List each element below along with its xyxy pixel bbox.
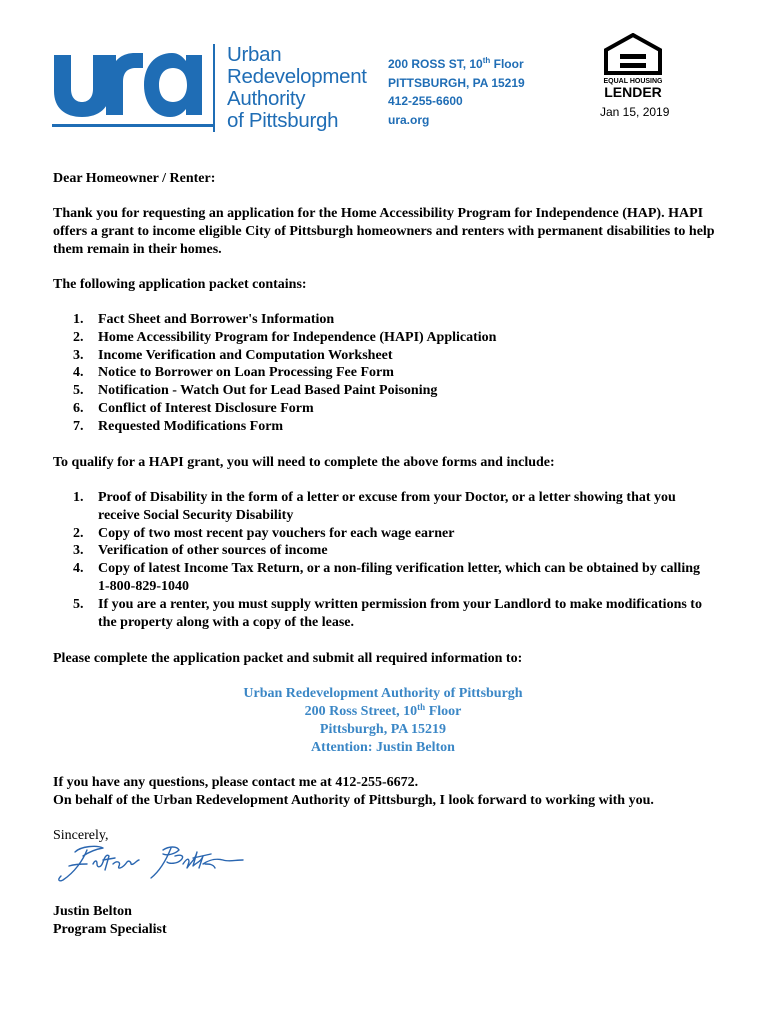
signer-name: Justin Belton (53, 904, 132, 919)
qualify-list (53, 489, 713, 631)
equal-housing-lender-icon (600, 33, 666, 101)
mailing-city: Pittsburgh, PA 15219 (319, 722, 447, 737)
mailing-floor: Floor (425, 704, 462, 719)
list-item: 4. Copy of latest Income Tax Return, or a non-filing verification letter, which can be obtained by calling 1-800-829-1040 (73, 561, 700, 594)
ehl-line1: EQUAL HOUSING (603, 78, 663, 85)
mailing-attention: Attention: Justin Belton (311, 740, 455, 755)
mailing-sup: th (417, 702, 426, 712)
packet-list (53, 311, 723, 436)
address-phone: 412-255-6600 (388, 94, 463, 108)
address-city: PITTSBURGH, PA 15219 (388, 75, 525, 90)
list-item: 2. Copy of two most recent pay vouchers for each wage earner (73, 525, 455, 541)
mailing-org: Urban Redevelopment Authority of Pittsburgh (243, 686, 523, 701)
signature-icon (53, 842, 248, 886)
address-web: ura.org (388, 112, 430, 127)
list-item: 6. Conflict of Interest Disclosure Form (73, 400, 314, 416)
sign-off: Sincerely, (53, 828, 109, 843)
list-item: 3. Income Verification and Computation Worksheet (73, 347, 393, 363)
header-address (388, 55, 568, 129)
list-item: 5. If you are a renter, you must supply written permission from your Landlord to make modifications to the property along with a copy of the lease. (73, 596, 702, 630)
list-item: 7. Requested Modifications Form (73, 418, 284, 434)
closing-line: On behalf of the Urban Redevelopment Authority of Pittsburgh, I look forward to working with you. (53, 793, 654, 808)
questions-line: If you have any questions, please contact me at 412-255-6672. (53, 775, 419, 790)
logo-line: Urban (227, 43, 282, 66)
list-item: 3. Verification of other sources of income (73, 543, 328, 559)
qualify-heading: To qualify for a HAPI grant, you will need to complete the above forms and include: (53, 455, 555, 470)
list-item: 4. Notice to Borrower on Loan Processing Fee Form (73, 365, 394, 381)
list-item: 1. Proof of Disability in the form of a letter or excuse from your Doctor, or a letter showing that you receive Social Security Disability (73, 490, 676, 523)
list-item: 5. Notification - Watch Out for Lead Based Paint Poisoning (73, 383, 438, 399)
list-item: 1. Fact Sheet and Borrower's Information (73, 312, 335, 327)
list-item: 2. Home Accessibility Program for Independence (HAPI) Application (73, 329, 497, 345)
logo-line: Redevelopment (227, 65, 367, 88)
ura-logo-icon (52, 41, 214, 131)
address-street: 200 ROSS ST, 10 (388, 57, 483, 71)
address-sup: th (482, 56, 491, 65)
packet-heading: The following application packet contains: (53, 277, 307, 292)
letter-date: Jan 15, 2019 (600, 105, 670, 119)
logo-divider (213, 44, 215, 132)
logo-line: of Pittsburgh (227, 109, 339, 132)
ehl-line2: LENDER (604, 84, 662, 100)
signer-title: Program Specialist (53, 922, 167, 937)
mailing-address (53, 685, 713, 757)
address-floor: Floor (490, 57, 524, 71)
logo-org-name (227, 44, 377, 132)
intro-paragraph: Thank you for requesting an application for the Home Accessibility Program for Independence (HAP). HAPI offers a grant to income eligible City of Pittsburgh homeowners and renters with permanent disabilities to help them remain in their homes. (53, 206, 715, 257)
submit-heading: Please complete the application packet and submit all required information to: (53, 651, 523, 666)
salutation: Dear Homeowner / Renter: (53, 171, 216, 186)
logo-line: Authority (227, 87, 306, 110)
mailing-street: 200 Ross Street, 10 (304, 704, 418, 719)
